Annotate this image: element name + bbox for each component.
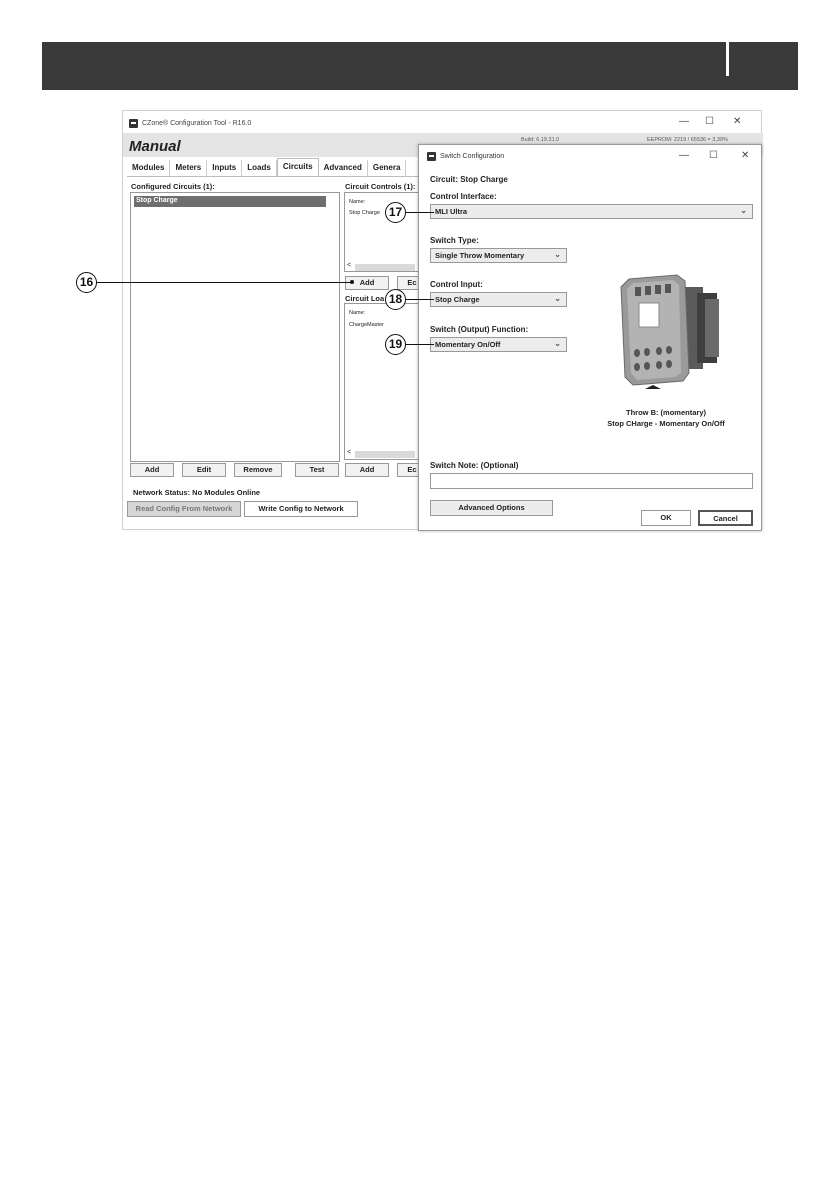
tab-circuits[interactable]: Circuits <box>277 158 319 176</box>
circuit-loads-list[interactable] <box>344 303 424 460</box>
ok-button[interactable] <box>641 510 691 526</box>
callout-17: 17 <box>385 202 406 223</box>
callout-17-leader <box>406 212 434 213</box>
write-config-label: Write Config to Network <box>258 504 344 513</box>
read-config-label: Read Config From Network <box>135 504 233 513</box>
list-item[interactable]: ChargeMaster <box>349 322 384 328</box>
page-header-bar <box>42 42 798 90</box>
build-label: Build: 6.19.31.0 <box>521 137 560 143</box>
callout-18-leader <box>406 299 434 300</box>
test-label: Test <box>309 465 325 474</box>
network-status: Network Status: No Modules Online <box>133 488 261 497</box>
edit-label: Ec <box>407 278 417 287</box>
callout-18: 18 <box>385 289 406 310</box>
eeprom-label: EEPROM: 2219 / 65536 = 3,39% <box>647 137 728 143</box>
controls-name-header: Name: <box>349 199 366 205</box>
chevron-down-icon: ⌄ <box>554 339 561 348</box>
scroll-left-icon[interactable]: < <box>347 262 352 269</box>
chevron-down-icon: ⌄ <box>554 294 561 303</box>
throw-description <box>561 407 771 429</box>
switch-note-input[interactable] <box>430 473 753 489</box>
advanced-options-label: Advanced Options <box>458 503 525 512</box>
add-label: Add <box>359 278 375 287</box>
maximize-icon[interactable]: ☐ <box>709 150 718 161</box>
ok-label: OK <box>660 513 672 522</box>
remove-button[interactable] <box>234 463 282 477</box>
switch-type-select[interactable] <box>430 248 567 263</box>
tab-general[interactable]: Genera <box>368 160 407 176</box>
switch-function-select[interactable] <box>430 337 567 352</box>
tabs-divider <box>127 176 427 177</box>
list-item[interactable]: Stop Charge <box>349 210 380 216</box>
dialog-title-text: Switch Configuration <box>440 153 505 160</box>
edit-button[interactable] <box>182 463 226 477</box>
edit-label: Edit <box>196 465 212 474</box>
mode-title: Manual <box>129 138 181 155</box>
scroll-left-icon[interactable]: < <box>347 449 352 456</box>
horizontal-scrollbar[interactable] <box>355 451 415 458</box>
switch-configuration-dialog <box>418 144 762 531</box>
throw-line-2: Stop CHarge - Momentary On/Off <box>607 419 725 428</box>
configured-circuits-list[interactable] <box>130 192 340 462</box>
circuit-controls-list[interactable] <box>344 192 424 272</box>
edit-label: Ec <box>407 465 417 474</box>
callout-16-leader <box>97 282 352 283</box>
dialog-title <box>427 152 504 161</box>
cancel-button[interactable] <box>698 510 753 526</box>
app-icon <box>129 119 138 128</box>
tab-advanced[interactable]: Advanced <box>319 160 368 176</box>
add-label: Add <box>144 465 160 474</box>
switch-function-value: Momentary On/Off <box>435 340 501 349</box>
circuit-name-label: Circuit: Stop Charge <box>430 175 508 184</box>
circuit-loads-label: Circuit Loa <box>345 294 385 303</box>
loads-name-header: Name: <box>349 310 366 316</box>
main-tabs <box>127 160 406 176</box>
callout-19: 19 <box>385 334 406 355</box>
read-config-button[interactable] <box>127 501 241 517</box>
close-icon[interactable]: ✕ <box>741 150 750 161</box>
control-input-select[interactable] <box>430 292 567 307</box>
switch-type-label: Switch Type: <box>430 236 479 245</box>
maximize-icon[interactable]: ☐ <box>705 116 714 127</box>
main-window-title-text: CZone® Configuration Tool - R16.0 <box>142 120 252 127</box>
control-interface-label: Control Interface: <box>430 192 497 201</box>
advanced-options-button[interactable] <box>430 500 553 516</box>
remove-label: Remove <box>243 465 273 474</box>
add-label: Add <box>359 465 375 474</box>
app-icon <box>427 152 436 161</box>
tab-loads[interactable]: Loads <box>242 160 277 176</box>
minimize-icon[interactable]: — <box>679 150 689 161</box>
tab-inputs[interactable]: Inputs <box>207 160 242 176</box>
write-config-button[interactable] <box>244 501 358 517</box>
chevron-down-icon: ⌄ <box>554 250 561 259</box>
switch-type-value: Single Throw Momentary <box>435 251 525 260</box>
switch-function-label: Switch (Output) Function: <box>430 325 529 334</box>
chevron-down-icon: ⌄ <box>740 206 747 215</box>
control-input-label: Control Input: <box>430 280 483 289</box>
throw-line-1: Throw B: (momentary) <box>625 408 706 417</box>
control-interface-select[interactable] <box>430 204 753 219</box>
tab-meters[interactable]: Meters <box>170 160 207 176</box>
header-separator <box>726 42 729 76</box>
minimize-icon[interactable]: — <box>679 116 689 127</box>
control-interface-value: MLI Ultra <box>435 207 468 216</box>
tab-modules[interactable]: Modules <box>127 160 170 176</box>
callout-16: 16 <box>76 272 97 293</box>
list-item[interactable]: Stop Charge <box>134 196 326 207</box>
main-window-title <box>129 119 251 128</box>
configured-circuits-label: Configured Circuits (1): <box>131 182 215 191</box>
loads-add-button[interactable] <box>345 463 389 477</box>
cancel-label: Cancel <box>713 514 738 523</box>
close-icon[interactable]: ✕ <box>733 116 742 127</box>
switch-note-label: Switch Note: (Optional) <box>430 461 519 470</box>
rocker-switch-image <box>615 273 727 391</box>
circuit-controls-label: Circuit Controls (1): <box>345 182 416 191</box>
callout-19-leader <box>406 344 434 345</box>
control-input-value: Stop Charge <box>435 295 480 304</box>
add-button[interactable] <box>130 463 174 477</box>
horizontal-scrollbar[interactable] <box>355 264 415 271</box>
test-button[interactable] <box>295 463 339 477</box>
callout-16-dot <box>350 280 354 284</box>
